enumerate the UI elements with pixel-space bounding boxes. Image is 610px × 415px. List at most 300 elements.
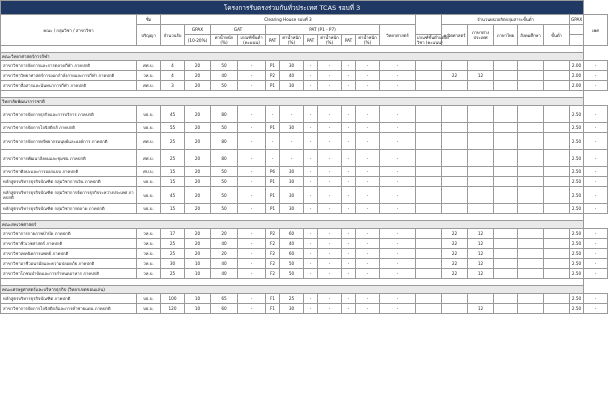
table-row bbox=[1, 167, 608, 177]
pat2-cell: - bbox=[304, 259, 318, 269]
program-name-cell: สาขาวิชาอาชีวอนามัยและความปลอดภัย ภาคปกติ bbox=[1, 259, 137, 269]
foreign-credit-cell bbox=[494, 229, 518, 239]
math-credit-cell: 12 bbox=[468, 269, 494, 279]
gpax-cell: 20 bbox=[185, 187, 211, 204]
sci-header: วิทยาศาสตร์ bbox=[380, 25, 416, 46]
gat-weight-cell: 50 bbox=[211, 204, 238, 214]
program-name-cell: หลักสูตรบริหารธุรกิจบัณฑิต กลุ่มวิชาการตลาด ภาคปกติ bbox=[1, 204, 137, 214]
table-row bbox=[1, 259, 608, 269]
pat1-weight-cell: 25 bbox=[280, 294, 304, 304]
table-row bbox=[1, 133, 608, 150]
math-credit-cell bbox=[468, 81, 494, 91]
pat2-weight-cell: - bbox=[318, 187, 342, 204]
note-cell: - bbox=[584, 249, 608, 259]
gpax-min-cell: 2.50 bbox=[570, 133, 584, 150]
note-cell: - bbox=[584, 239, 608, 249]
pat1-cell: P1 bbox=[266, 204, 280, 214]
pat1-weight-cell: 30 bbox=[280, 81, 304, 91]
gat-min-cell: - bbox=[238, 106, 266, 123]
seats-cell: 45 bbox=[161, 187, 185, 204]
pat-min-cell: - bbox=[380, 61, 416, 71]
faculty-column-header: คณะ / กลุ่มวิชา / สาขาวิชา bbox=[1, 15, 137, 46]
table-row bbox=[1, 239, 608, 249]
math-credit-cell bbox=[468, 106, 494, 123]
pat3-cell: - bbox=[342, 249, 356, 259]
seats-cell: 25 bbox=[161, 249, 185, 259]
sci-credit-cell: 22 bbox=[442, 249, 468, 259]
pat1-cell: P1 bbox=[266, 61, 280, 71]
program-name-cell: หลักสูตรบริหารธุรกิจบัณฑิต ภาคปกติ bbox=[1, 294, 137, 304]
program-name-cell: สาขาวิชาการจัดการโลจิสติกส์ ภาคปกติ bbox=[1, 123, 137, 133]
pat3-weight-cell: - bbox=[356, 187, 380, 204]
pat-min-cell: - bbox=[380, 81, 416, 91]
gpax-cell: 10 bbox=[185, 259, 211, 269]
gat-weight-cell: 65 bbox=[211, 294, 238, 304]
sci-credit-cell bbox=[442, 123, 468, 133]
pat1-cell: P1 bbox=[266, 81, 280, 91]
pat2-cell: - bbox=[304, 61, 318, 71]
gpax-cell: 20 bbox=[185, 167, 211, 177]
pat-min-cell: - bbox=[380, 133, 416, 150]
pat1-cell: - bbox=[266, 133, 280, 150]
pat1-weight-cell: 60 bbox=[280, 249, 304, 259]
pat3-weight-cell: - bbox=[356, 204, 380, 214]
clearing-house-header: Clearing House รอบที่ 3 bbox=[161, 15, 416, 25]
note-cell: - bbox=[584, 187, 608, 204]
pat-min-cell: - bbox=[380, 177, 416, 187]
pat1-weight-cell: 40 bbox=[280, 239, 304, 249]
program-name-cell: สาขาวิชาการกายภาพบำบัด ภาคปกติ bbox=[1, 229, 137, 239]
degree-cell: วท.บ. bbox=[137, 71, 161, 81]
section-row bbox=[1, 221, 608, 229]
program-name-cell: สาขาวิชาโภชนบำบัดและการกำหนดอาหาร ภาคปกติ bbox=[1, 269, 137, 279]
thai-credit-cell bbox=[518, 150, 544, 167]
gat-min-cell: - bbox=[238, 177, 266, 187]
spacer-cell bbox=[1, 91, 584, 98]
pat2-weight-cell: - bbox=[318, 204, 342, 214]
math-header: คณิตศาสตร์ bbox=[442, 25, 468, 46]
pat1-cell: F1 bbox=[266, 294, 280, 304]
gat-weight-top: ค่าน้ำหนัก bbox=[214, 35, 234, 40]
social-credit-cell bbox=[544, 304, 570, 314]
spacer-cell bbox=[1, 214, 584, 221]
pat-group-header: PAT (P1 - P7) bbox=[266, 25, 380, 35]
blank-cell bbox=[416, 133, 442, 150]
gpax-cell: 20 bbox=[185, 177, 211, 187]
note-cell: - bbox=[584, 71, 608, 81]
degree-cell: วท.บ. bbox=[137, 239, 161, 249]
pat3-cell: - bbox=[342, 150, 356, 167]
blank-cell bbox=[416, 123, 442, 133]
pat1-weight-cell: - bbox=[280, 150, 304, 167]
foreign-credit-cell bbox=[494, 167, 518, 177]
social-credit-cell bbox=[544, 167, 570, 177]
pat-min-cell: - bbox=[380, 187, 416, 204]
pat3-weight-cell: - bbox=[356, 177, 380, 187]
gat-min-cell: - bbox=[238, 150, 266, 167]
pat3-cell: - bbox=[342, 229, 356, 239]
gpax-min-cell: 2.50 bbox=[570, 304, 584, 314]
gat-min-cell: - bbox=[238, 304, 266, 314]
foreign-credit-cell bbox=[494, 71, 518, 81]
gat-min-cell: - bbox=[238, 294, 266, 304]
social-header: สังคมศึกษา bbox=[518, 25, 544, 46]
pat2-weight-top: ค่าน้ำหนัก bbox=[320, 35, 339, 40]
pat1-weight-cell: 30 bbox=[280, 177, 304, 187]
social-credit-cell bbox=[544, 259, 570, 269]
math-credit-cell bbox=[468, 133, 494, 150]
note-cell: - bbox=[584, 229, 608, 239]
table-row bbox=[1, 71, 608, 81]
gpax-min-cell: 2.50 bbox=[570, 294, 584, 304]
pat3-cell: - bbox=[342, 167, 356, 177]
pat1-cell: F1 bbox=[266, 304, 280, 314]
blank-cell bbox=[416, 71, 442, 81]
pat3-cell: - bbox=[342, 106, 356, 123]
table-row bbox=[1, 81, 608, 91]
foreign-credit-cell bbox=[494, 204, 518, 214]
blank-cell bbox=[416, 106, 442, 123]
pat3-weight-cell: - bbox=[356, 81, 380, 91]
pat1-weight-bottom: (%) bbox=[287, 40, 296, 45]
pat3-cell: - bbox=[342, 269, 356, 279]
pat2-header: PAT bbox=[304, 35, 318, 46]
gpax-min-cell: 2.50 bbox=[570, 177, 584, 187]
degree-cell: บธ.บ. bbox=[137, 177, 161, 187]
math-credit-cell bbox=[468, 294, 494, 304]
foreign-header bbox=[468, 25, 494, 46]
foreign-credit-cell bbox=[494, 187, 518, 204]
sci-credit-cell bbox=[442, 204, 468, 214]
sci-credit-cell bbox=[442, 61, 468, 71]
pat1-header: PAT bbox=[266, 35, 280, 46]
page-title: โครงการรับตรงร่วมกันทั่วประเทศ TCAS รอบที่ 3 bbox=[1, 1, 584, 15]
gat-min-cell: - bbox=[238, 81, 266, 91]
gpax-cell: 20 bbox=[185, 61, 211, 71]
gpax-min-cell: 2.00 bbox=[570, 71, 584, 81]
seats-cell: 15 bbox=[161, 204, 185, 214]
blank-cell bbox=[416, 204, 442, 214]
pat-min-cell: - bbox=[380, 204, 416, 214]
foreign-credit-cell bbox=[494, 304, 518, 314]
degree-cell: วท.บ. bbox=[137, 229, 161, 239]
seats-cell: 30 bbox=[161, 259, 185, 269]
sci-credit-cell bbox=[442, 294, 468, 304]
gpax-cell: 20 bbox=[185, 239, 211, 249]
pat-min-cell: - bbox=[380, 123, 416, 133]
program-name-cell: สาขาวิชาสื่อสารและนันทนาการกีฬา ภาคปกติ bbox=[1, 81, 137, 91]
table-row bbox=[1, 106, 608, 123]
sci-credit-cell: 22 bbox=[442, 259, 468, 269]
note-cell: - bbox=[584, 61, 608, 71]
pat-min-bottom: วิชา (คะแนน) bbox=[417, 40, 443, 45]
pat2-weight-cell: - bbox=[318, 81, 342, 91]
gpax-header-bottom: (10-20%) bbox=[185, 35, 211, 46]
spacer-row bbox=[1, 279, 608, 286]
social-credit-cell bbox=[544, 123, 570, 133]
sci-credit-cell bbox=[442, 106, 468, 123]
social-credit-cell bbox=[544, 61, 570, 71]
spacer-row bbox=[1, 46, 608, 53]
note-cell: - bbox=[584, 81, 608, 91]
program-name-cell: สาขาวิชาการจัดการทรัพยากรมนุษย์และองค์การ ภาคปกติ bbox=[1, 133, 137, 150]
pat2-weight-cell: - bbox=[318, 150, 342, 167]
pat2-weight-header bbox=[318, 35, 342, 46]
note-cell: - bbox=[584, 167, 608, 177]
pat1-weight-cell: 30 bbox=[280, 61, 304, 71]
degree-cell: ศศ.บ. bbox=[137, 61, 161, 71]
social-credit-cell bbox=[544, 249, 570, 259]
pat2-weight-cell: - bbox=[318, 133, 342, 150]
section-title: คณะวิทยาศาสตร์การกีฬา bbox=[1, 53, 584, 61]
blank-cell bbox=[416, 229, 442, 239]
gpax-min-cell: 2.50 bbox=[570, 150, 584, 167]
pat3-weight-cell: - bbox=[356, 269, 380, 279]
gpax-min-header-top: GPAX bbox=[570, 15, 584, 25]
pat1-cell: P1 bbox=[266, 123, 280, 133]
pat2-cell: - bbox=[304, 294, 318, 304]
seats-cell: 4 bbox=[161, 71, 185, 81]
gpax-min-cell: 2.50 bbox=[570, 229, 584, 239]
note-cell: - bbox=[584, 150, 608, 167]
social-credit-cell bbox=[544, 133, 570, 150]
blank-header bbox=[416, 15, 442, 35]
thai-credit-cell bbox=[518, 304, 544, 314]
blank-cell bbox=[416, 187, 442, 204]
pat3-weight-cell: - bbox=[356, 294, 380, 304]
pat2-weight-cell: - bbox=[318, 106, 342, 123]
gpax-cell: 20 bbox=[185, 106, 211, 123]
table-row bbox=[1, 204, 608, 214]
pat3-cell: - bbox=[342, 81, 356, 91]
math-credit-cell bbox=[468, 204, 494, 214]
pat3-weight-bottom: (%) bbox=[363, 40, 372, 45]
seats-cell: 25 bbox=[161, 269, 185, 279]
pat3-cell: - bbox=[342, 61, 356, 71]
blank-cell bbox=[416, 294, 442, 304]
gat-weight-cell: 40 bbox=[211, 239, 238, 249]
social-credit-cell bbox=[544, 294, 570, 304]
thai-credit-cell bbox=[518, 133, 544, 150]
note-cell: - bbox=[584, 259, 608, 269]
pat1-weight-cell: 60 bbox=[280, 229, 304, 239]
gat-min-cell: - bbox=[238, 204, 266, 214]
blank-cell bbox=[416, 304, 442, 314]
pat2-cell: - bbox=[304, 133, 318, 150]
pat3-weight-top: ค่าน้ำหนัก bbox=[358, 35, 377, 40]
thai-credit-cell bbox=[518, 269, 544, 279]
seats-header: จำนวนรับ bbox=[161, 25, 185, 46]
math-credit-cell bbox=[468, 187, 494, 204]
pat3-cell: - bbox=[342, 304, 356, 314]
pat3-cell: - bbox=[342, 123, 356, 133]
pat3-cell: - bbox=[342, 71, 356, 81]
gpax-min-cell: 2.00 bbox=[570, 81, 584, 91]
pat3-weight-cell: - bbox=[356, 249, 380, 259]
pat2-cell: - bbox=[304, 229, 318, 239]
pat-min-cell: - bbox=[380, 71, 416, 81]
note-cell: - bbox=[584, 269, 608, 279]
seats-cell: 100 bbox=[161, 294, 185, 304]
gat-min-cell: - bbox=[238, 229, 266, 239]
pat2-weight-cell: - bbox=[318, 294, 342, 304]
pat1-weight-cell: - bbox=[280, 133, 304, 150]
gpax-cell: 20 bbox=[185, 229, 211, 239]
pat2-weight-cell: - bbox=[318, 167, 342, 177]
foreign-credit-cell bbox=[494, 249, 518, 259]
gat-weight-cell: 40 bbox=[211, 259, 238, 269]
seats-cell: 120 bbox=[161, 304, 185, 314]
table-row bbox=[1, 150, 608, 167]
gpax-cell: 20 bbox=[185, 204, 211, 214]
social-credit-cell bbox=[544, 204, 570, 214]
thai-credit-cell bbox=[518, 204, 544, 214]
gat-weight-cell: 60 bbox=[211, 304, 238, 314]
gpax-min-cell: 2.50 bbox=[570, 204, 584, 214]
spacer-row bbox=[1, 91, 608, 98]
social-credit-cell bbox=[544, 229, 570, 239]
thai-credit-cell bbox=[518, 294, 544, 304]
pat-min-cell: - bbox=[380, 106, 416, 123]
seats-cell: 17 bbox=[161, 229, 185, 239]
pat1-weight-top: ค่าน้ำหนัก bbox=[282, 35, 301, 40]
seats-cell: 55 bbox=[161, 123, 185, 133]
table-row bbox=[1, 61, 608, 71]
gat-weight-cell: 20 bbox=[211, 229, 238, 239]
pat2-weight-cell: - bbox=[318, 269, 342, 279]
gpax-min-cell: 2.50 bbox=[570, 249, 584, 259]
pat-min-cell: - bbox=[380, 304, 416, 314]
degree-cell: ศศ.บ. bbox=[137, 81, 161, 91]
thai-credit-cell bbox=[518, 187, 544, 204]
program-name-cell: สาขาวิชาเทคนิคการแพทย์ ภาคปกติ bbox=[1, 249, 137, 259]
gat-weight-cell: 50 bbox=[211, 61, 238, 71]
pat3-cell: - bbox=[342, 204, 356, 214]
program-name-cell: สาขาวิชาศิลปะและการออกแบบ ภาคปกติ bbox=[1, 167, 137, 177]
sci-credit-cell bbox=[442, 150, 468, 167]
foreign-credit-cell bbox=[494, 133, 518, 150]
pat3-weight-cell: - bbox=[356, 123, 380, 133]
gpax-cell: 20 bbox=[185, 133, 211, 150]
pat-min-cell: - bbox=[380, 249, 416, 259]
pat2-weight-cell: - bbox=[318, 249, 342, 259]
seats-cell: 25 bbox=[161, 239, 185, 249]
degree-cell: วท.บ. bbox=[137, 269, 161, 279]
foreign-credit-cell bbox=[494, 177, 518, 187]
table-row bbox=[1, 123, 608, 133]
pat2-weight-cell: - bbox=[318, 177, 342, 187]
gat-min-cell: - bbox=[238, 167, 266, 177]
math-credit-cell: 12 bbox=[468, 239, 494, 249]
pat2-cell: - bbox=[304, 304, 318, 314]
degree-cell: วท.บ. bbox=[137, 249, 161, 259]
degree-header-top: ชื่อ bbox=[137, 15, 161, 25]
note-cell: - bbox=[584, 133, 608, 150]
section-row bbox=[1, 286, 608, 294]
spacer-cell bbox=[1, 279, 584, 286]
pat-min-cell: - bbox=[380, 269, 416, 279]
pat-min-cell: - bbox=[380, 239, 416, 249]
table-row bbox=[1, 304, 608, 314]
pat3-weight-cell: - bbox=[356, 304, 380, 314]
math-credit-cell bbox=[468, 167, 494, 177]
pat2-cell: - bbox=[304, 239, 318, 249]
pat3-weight-cell: - bbox=[356, 71, 380, 81]
pat2-cell: - bbox=[304, 269, 318, 279]
degree-cell: วท.บ. bbox=[137, 259, 161, 269]
note-cell: - bbox=[584, 294, 608, 304]
sci-credit-cell: 22 bbox=[442, 229, 468, 239]
gat-weight-cell: 80 bbox=[211, 106, 238, 123]
gat-min-cell: - bbox=[238, 249, 266, 259]
gat-min-top: เกณฑ์ขั้นต่ำ bbox=[240, 35, 263, 40]
pat1-cell: P1 bbox=[266, 177, 280, 187]
degree-cell: ศป.บ. bbox=[137, 167, 161, 177]
seats-cell: 15 bbox=[161, 167, 185, 177]
thai-credit-cell bbox=[518, 106, 544, 123]
thai-credit-cell bbox=[518, 259, 544, 269]
program-name-cell: สาขาวิชาการจัดการโลจิสติกส์และการค้าชายแดน ภาคปกติ bbox=[1, 304, 137, 314]
thai-credit-cell bbox=[518, 71, 544, 81]
gpax-cell: 20 bbox=[185, 71, 211, 81]
blank-cell bbox=[416, 239, 442, 249]
gpax-min-cell: 2.50 bbox=[570, 239, 584, 249]
gpax-cell: 20 bbox=[185, 81, 211, 91]
section-title: คณะเศรษฐศาสตร์และบริหารธุรกิจ (วิทยาเขตขอนแก่น) bbox=[1, 286, 584, 294]
pat1-weight-cell: 30 bbox=[280, 204, 304, 214]
pat3-cell: - bbox=[342, 133, 356, 150]
program-name-cell: สาขาวิชาการพัฒนาสังคมและชุมชน ภาคปกติ bbox=[1, 150, 137, 167]
thai-credit-cell bbox=[518, 81, 544, 91]
table-row bbox=[1, 294, 608, 304]
degree-cell: บธ.บ. bbox=[137, 123, 161, 133]
degree-header-bottom: ปริญญา bbox=[137, 25, 161, 46]
gat-weight-cell: 80 bbox=[211, 150, 238, 167]
foreign-header-top: ภาษาต่าง bbox=[471, 30, 490, 35]
sci-credit-cell bbox=[442, 177, 468, 187]
gat-min-bottom: (คะแนน) bbox=[243, 40, 260, 45]
pat3-weight-cell: - bbox=[356, 259, 380, 269]
pat1-weight-cell: 30 bbox=[280, 123, 304, 133]
pat1-weight-cell: - bbox=[280, 106, 304, 123]
math-credit-cell bbox=[468, 61, 494, 71]
section-row bbox=[1, 98, 608, 106]
blank-cell bbox=[416, 177, 442, 187]
pat-min-cell: - bbox=[380, 150, 416, 167]
gat-weight-header bbox=[211, 35, 238, 46]
table-row bbox=[1, 187, 608, 204]
math-credit-cell bbox=[468, 177, 494, 187]
foreign-credit-cell bbox=[494, 259, 518, 269]
pat2-cell: - bbox=[304, 204, 318, 214]
pat3-weight-cell: - bbox=[356, 229, 380, 239]
gpax-cell: 20 bbox=[185, 123, 211, 133]
social-credit-cell bbox=[544, 177, 570, 187]
seats-cell: 25 bbox=[161, 133, 185, 150]
social-credit-cell bbox=[544, 150, 570, 167]
pat1-weight-cell: 50 bbox=[280, 259, 304, 269]
sci-credit-cell bbox=[442, 304, 468, 314]
sci-credit-cell: 22 bbox=[442, 269, 468, 279]
pat1-cell: P6 bbox=[266, 167, 280, 177]
pat1-weight-cell: 40 bbox=[280, 71, 304, 81]
social-credit-cell bbox=[544, 239, 570, 249]
pat2-cell: - bbox=[304, 123, 318, 133]
blank-cell bbox=[416, 81, 442, 91]
gat-weight-cell: 80 bbox=[211, 133, 238, 150]
gat-weight-cell: 50 bbox=[211, 187, 238, 204]
spacer-cell bbox=[1, 46, 584, 53]
